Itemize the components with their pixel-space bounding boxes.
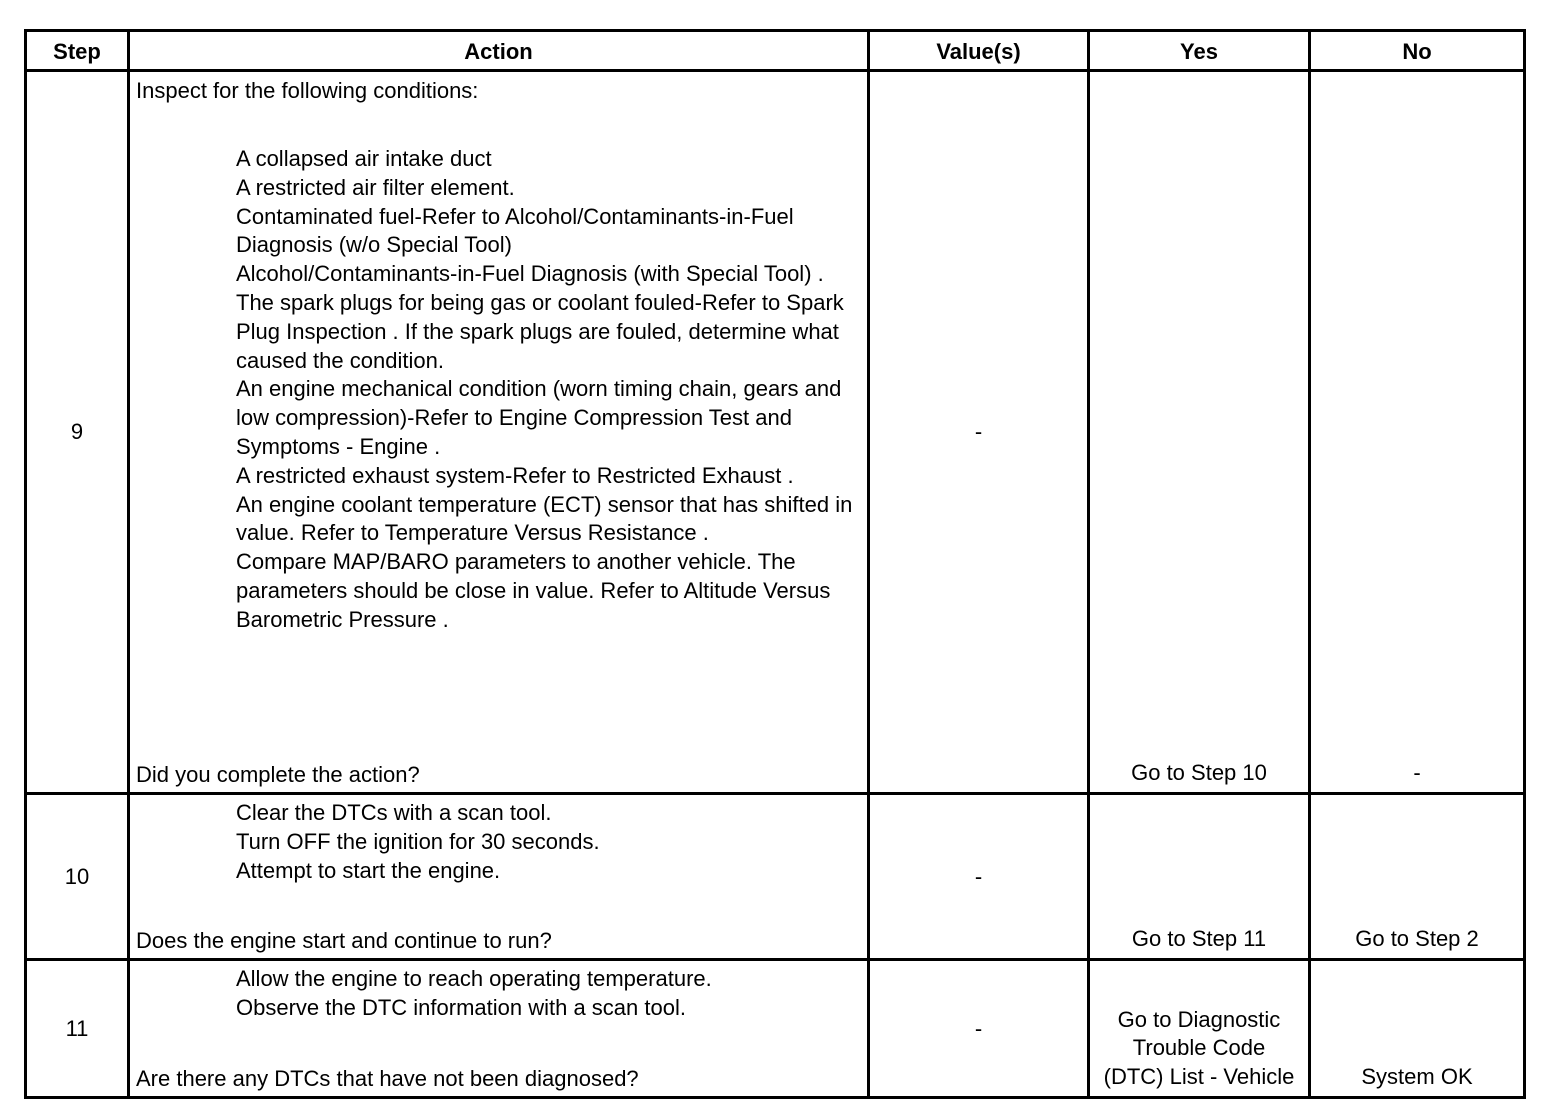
table-row	[24, 792, 1526, 961]
no-cell	[1308, 72, 1523, 792]
value-text: -	[974, 1015, 983, 1041]
yes-text: Go to Step 11	[1131, 926, 1267, 952]
yes-text: Go to Diagnostic Trouble Code (DTC) List - Vehicle	[1103, 1006, 1295, 1090]
value-cell	[867, 961, 1087, 1096]
step-number: 10	[64, 863, 90, 889]
header-values: Value(s)	[867, 32, 1087, 69]
diagnostic-table	[24, 29, 1526, 1099]
header-row	[24, 29, 1526, 72]
yes-cell	[1087, 795, 1308, 958]
step-cell	[27, 961, 127, 1096]
no-text: System OK	[1361, 1064, 1473, 1090]
action-question: Did you complete the action?	[136, 762, 420, 787]
action-question: Are there any DTCs that have not been diagnosed?	[136, 1066, 639, 1091]
value-text: -	[974, 863, 983, 889]
table-row	[24, 958, 1526, 1099]
value-text: -	[974, 419, 983, 444]
yes-cell	[1087, 72, 1308, 792]
yes-cell	[1087, 961, 1308, 1096]
action-list: A collapsed air intake duct A restricted air filter element. Contaminated fuel-Refer to Alcohol/Contaminants-in-Fuel Diagnosis (w/o Special Tool) Alcohol/Contaminants-in-Fuel Diagnosis (with Special Tool) . The spark plugs for being gas or coolant fouled-Refer to Spark Plug Inspection . If the spark plugs are fouled, determine what caused the condition. An engine mechanical condition (worn timing chain, gears and low compression)-Refer to Engine Compression Test and Symptoms - Engine . A restricted exhaust system-Refer to Restricted Exhaust . An engine coolant temperature (ECT) sensor that has shifted in value. Refer to Temperature Versus Resistance . Compare MAP/BARO parameters to another vehicle. The parameters should be close in value. Refer to Altitude Versus Barometric Pressure .	[236, 146, 853, 632]
no-cell	[1308, 961, 1523, 1096]
action-cell	[127, 795, 867, 958]
action-list: Clear the DTCs with a scan tool. Turn OFF the ignition for 30 seconds. Attempt to start the engine.	[236, 800, 600, 883]
table-row	[24, 69, 1526, 795]
header-yes: Yes	[1087, 32, 1308, 69]
value-cell	[867, 72, 1087, 792]
action-intro: Inspect for the following conditions:	[136, 78, 479, 103]
no-text: Go to Step 2	[1355, 926, 1479, 952]
header-no: No	[1308, 32, 1523, 69]
action-cell	[127, 961, 867, 1096]
action-question: Does the engine start and continue to run?	[136, 928, 552, 953]
action-list: Allow the engine to reach operating temperature. Observe the DTC information with a scan tool.	[236, 966, 712, 1020]
step-cell	[27, 795, 127, 958]
step-number: 9	[70, 419, 84, 444]
step-number: 11	[65, 1015, 89, 1041]
header-step: Step	[53, 39, 101, 64]
no-text: -	[1413, 760, 1421, 786]
header-action: Action	[127, 32, 867, 69]
action-cell	[127, 72, 867, 792]
step-cell	[27, 72, 127, 792]
no-cell	[1308, 795, 1523, 958]
value-cell	[867, 795, 1087, 958]
yes-text: Go to Step 10	[1131, 760, 1267, 786]
